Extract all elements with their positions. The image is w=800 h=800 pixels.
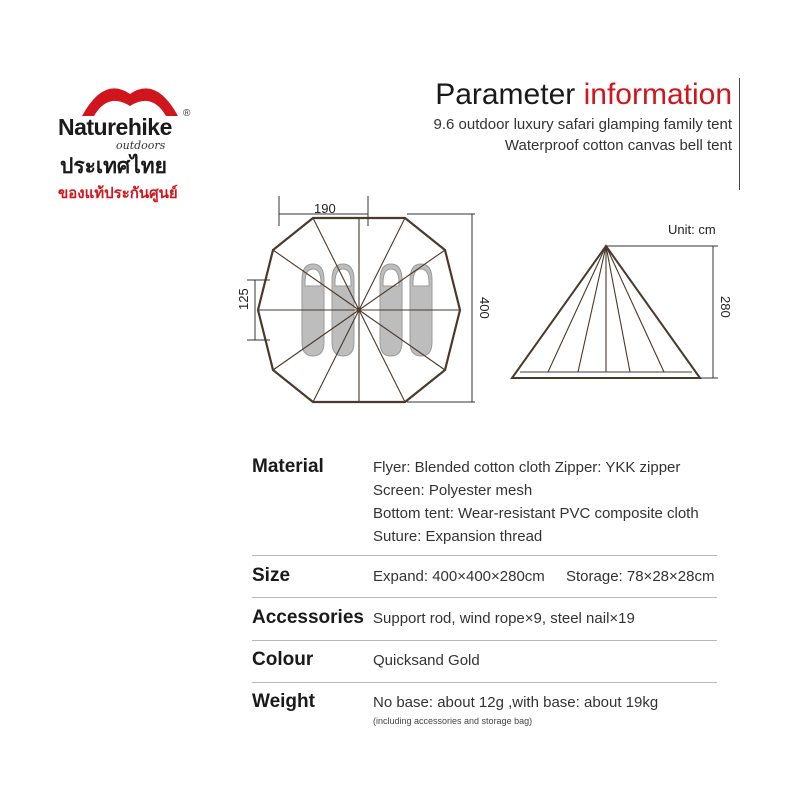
size-expand: Expand: 400×400×280cm — [373, 568, 545, 585]
title-word-information: information — [583, 78, 732, 111]
divider — [252, 682, 717, 683]
dim-side-length: 125 — [236, 288, 251, 310]
material-line-4: Suture: Expansion thread — [373, 528, 543, 545]
registered-mark: ® — [183, 108, 191, 119]
spec-label-material: Material — [252, 456, 324, 477]
dim-height: 280 — [718, 296, 733, 318]
weight-note: (including accessories and storage bag) — [373, 716, 533, 726]
spec-label-weight: Weight — [252, 691, 315, 712]
unit-label: Unit: cm — [668, 222, 716, 237]
spec-label-colour: Colour — [252, 649, 314, 670]
brand-thai-country: ประเทศไทย — [60, 154, 167, 178]
spec-label-size: Size — [252, 565, 291, 586]
divider — [252, 555, 717, 556]
dim-top-width: 190 — [314, 201, 336, 216]
title-word-parameter: Parameter — [435, 78, 576, 111]
brand-name: Naturehike — [58, 114, 172, 140]
divider — [252, 640, 717, 641]
spec-label-accessories: Accessories — [252, 607, 364, 628]
product-line-1: 9.6 outdoor luxury safari glamping family tent — [433, 116, 732, 133]
brand-thai-warranty: ของแท้ประกันศูนย์ — [58, 184, 178, 202]
material-line-3: Bottom tent: Wear-resistant PVC composite cloth — [373, 505, 699, 522]
brand-subtitle: outdoors — [116, 139, 166, 152]
material-line-2: Screen: Polyester mesh — [373, 482, 533, 499]
divider — [252, 597, 717, 598]
accessories-value: Support rod, wind rope×9, steel nail×19 — [373, 610, 635, 627]
dim-diameter: 400 — [477, 297, 492, 319]
product-line-2: Waterproof cotton canvas bell tent — [504, 137, 732, 154]
colour-value: Quicksand Gold — [373, 652, 480, 669]
tent-side-view — [512, 246, 718, 378]
material-line-1: Flyer: Blended cotton cloth Zipper: YKK zipper — [373, 459, 681, 476]
weight-value: No base: about 12g ,with base: about 19kg — [373, 694, 659, 711]
tent-top-view — [247, 196, 475, 402]
size-storage: Storage: 78×28×28cm — [566, 568, 715, 585]
